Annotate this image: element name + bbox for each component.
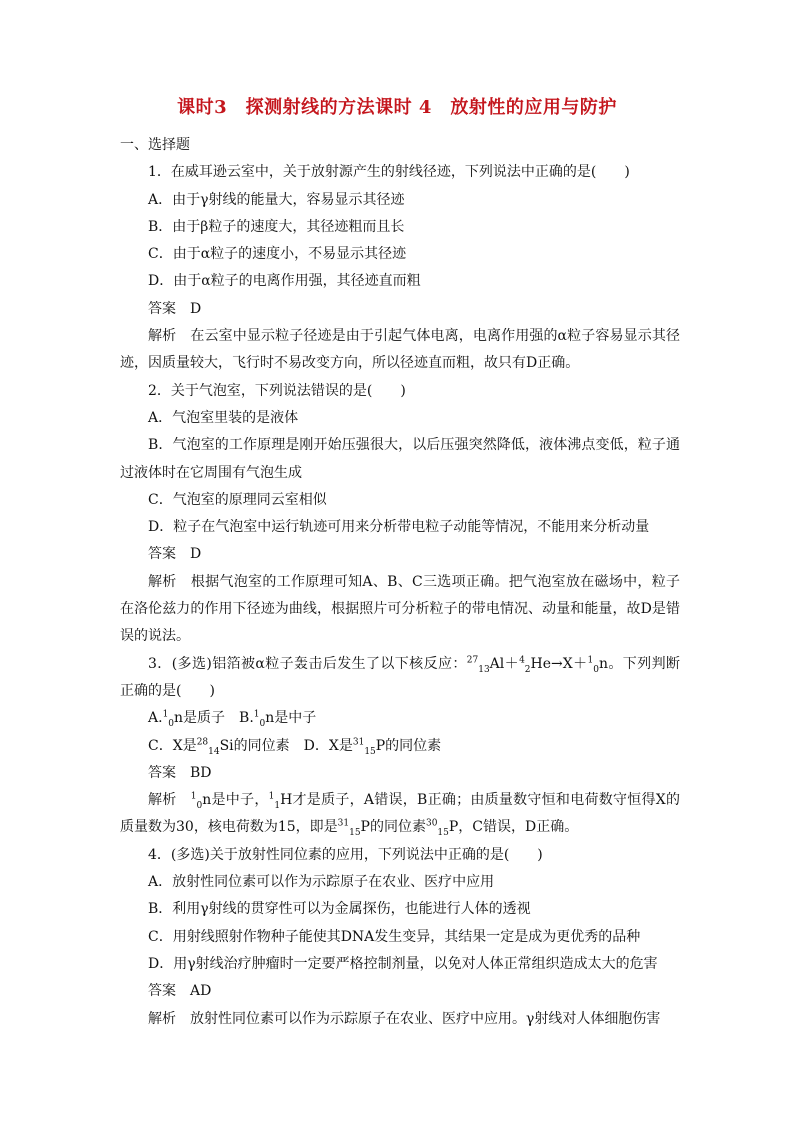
question-1-answer: 答案 D (148, 300, 202, 317)
question-3-analysis: 解析 $^1_0$n是中子，$^1_1$H才是质子，A错误，B正确；由质量数守恒和电荷数守恒得X的质量数为30，核电荷数为15，即是$^{31}_{15}$P的同位素$^{30}_{15}$P，C错误，D正确。 (120, 791, 681, 839)
question-3-answer: 答案 BD (148, 764, 212, 781)
page-title: 课时3 探测射线的方法课时 4 放射性的应用与防护 (177, 97, 617, 118)
question-1-option-c: C．由于α粒子的速度小，不易显示其径迹 (148, 246, 407, 263)
question-2-option-c: C．气泡室的原理同云室相似 (148, 491, 327, 508)
question-4-option-b: B．利用γ射线的贯穿性可以为金属探伤，也能进行人体的透视 (148, 901, 531, 918)
question-4-stem: 4．(多选)关于放射性同位素的应用，下列说法中正确的是( ) (148, 846, 543, 863)
question-1-option-b: B．由于β粒子的速度大，其径迹粗而且长 (148, 218, 405, 235)
section-heading: 一、选择题 (120, 137, 190, 153)
question-1-stem: 1．在威耳逊云室中，关于放射源产生的射线径迹，下列说法中正确的是( ) (148, 164, 630, 181)
question-2-analysis: 解析 根据气泡室的工作原理可知A、B、C三选项正确。把气泡室放在磁场中，粒子在洛伦兹力的作用下径迹为曲线，根据照片可分析粒子的带电情况、动量和能量，故D是错误的说法。 (120, 573, 680, 645)
question-4-option-d: D．用γ射线治疗肿瘤时一定要严格控制剂量，以免对人体正常组织造成太大的危害 (148, 955, 658, 972)
question-4-option-c: C．用射线照射作物种子能使其DNA发生变异，其结果一定是成为更优秀的品种 (148, 928, 641, 945)
question-3-options-ab: A.$^1_0$n是质子 B.$^1_0$n是中子 (148, 709, 317, 730)
question-4-answer: 答案 AD (148, 983, 212, 1000)
question-1-analysis: 解析 在云室中显示粒子径迹是由于引起气体电离，电离作用强的α粒子容易显示其径迹，因质量较大，飞行时不易改变方向，所以径迹直而粗，故只有D正确。 (120, 328, 680, 372)
question-2-option-a: A．气泡室里装的是液体 (148, 409, 299, 426)
question-4-option-a: A．放射性同位素可以作为示踪原子在农业、医疗中应用 (148, 874, 495, 891)
question-2-option-b: B．气泡室的工作原理是刚开始压强很大，以后压强突然降低，液体沸点变低，粒子通过液体时在它周围有气泡生成 (120, 437, 680, 481)
question-2-answer: 答案 D (148, 546, 202, 563)
question-1-option-d: D．由于α粒子的电离作用强，其径迹直而粗 (148, 273, 421, 290)
question-4-analysis: 解析 放射性同位素可以作为示踪原子在农业、医疗中应用。γ射线对人体细胞伤害 (148, 1010, 661, 1027)
question-1-option-a: A．由于γ射线的能量大，容易显示其径迹 (148, 191, 405, 208)
question-3-options-cd: C．X是$^{28}_{14}$Si的同位素 D．X是$^{31}_{15}$P的同位素 (148, 736, 442, 757)
document-body (120, 132, 680, 1033)
question-2-option-d: D．粒子在气泡室中运行轨迹可用来分析带电粒子动能等情况，不能用来分析动量 (148, 519, 650, 536)
question-3-stem: 3．(多选)铝箔被α粒子轰击后发生了以下核反应：$^{27}_{13}$Al＋$^4_2$He→X＋$^1_0$n。下列判断正确的是( ) (120, 654, 680, 699)
question-2-stem: 2．关于气泡室，下列说法错误的是( ) (148, 382, 406, 399)
